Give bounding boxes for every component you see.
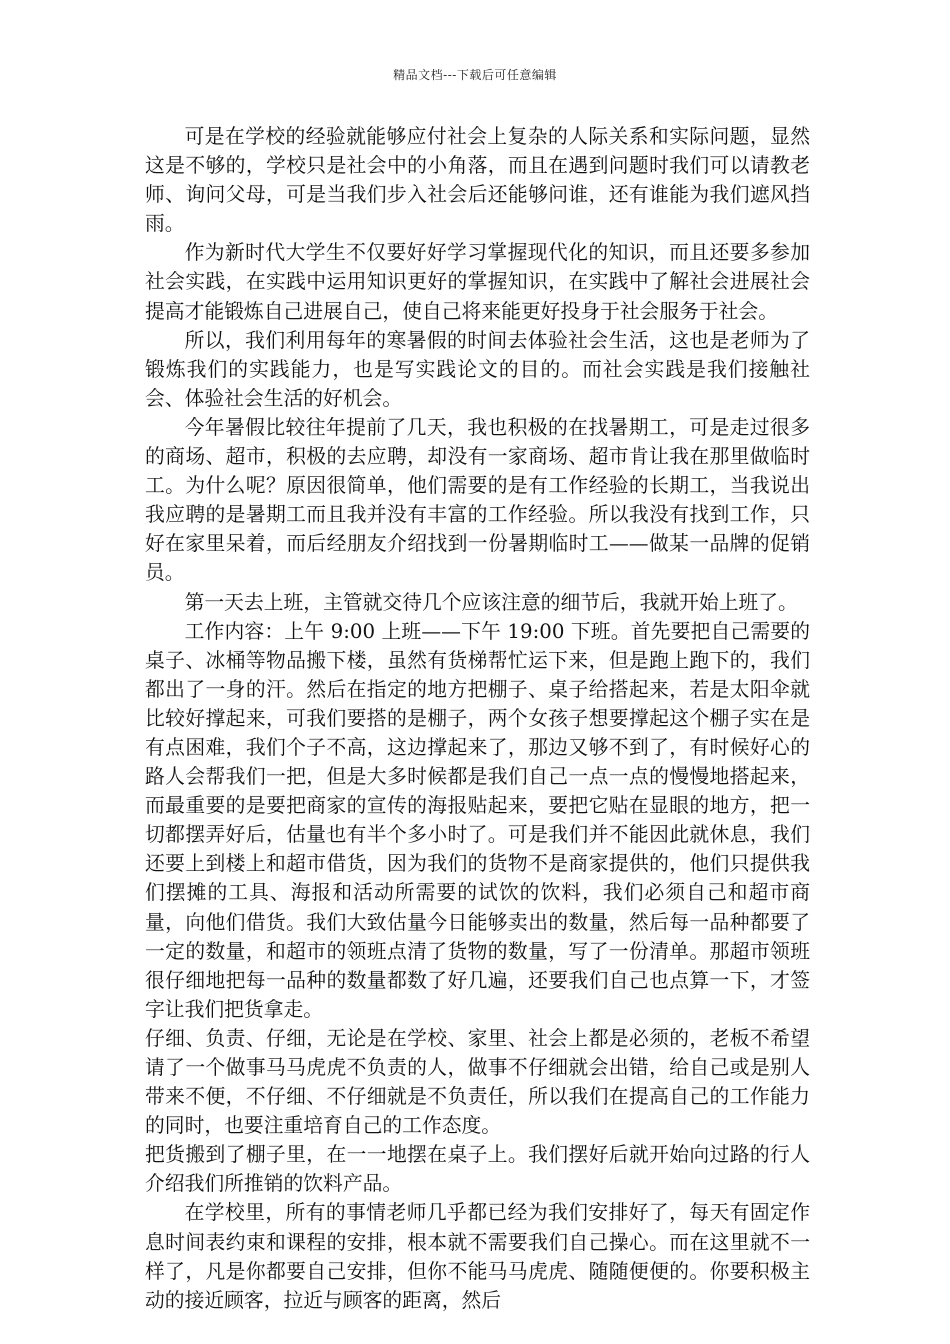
paragraph: 今年暑假比较往年提前了几天，我也积极的在找暑期工，可是走过很多的商场、超市，积极的去应聘，却没有一家商场、超市肯让我在那里做临时工。为什么呢？原因很简单，他们需要的是有工作经验的长期工，当我说出我应聘的是暑期工而且我并没有丰富的工作经验。所以我没有找到工作，只好在家里呆着，而后经朋友介绍找到一份暑期临时工——做某一品牌的促销员。 (145, 415, 810, 585)
paragraph: 把货搬到了棚子里，在一一地摆在桌子上。我们摆好后就开始向过路的行人介绍我们所推销的饮料产品。 (145, 1143, 810, 1196)
paragraph: 可是在学校的经验就能够应付社会上复杂的人际关系和实际问题，显然这是不够的，学校只是社会中的小角落，而且在遇到问题时我们可以请教老师、询问父母，可是当我们步入社会后还能够问谁，还有谁能为我们遮风挡雨。 (145, 125, 810, 236)
paragraph: 所以，我们利用每年的寒暑假的时间去体验社会生活，这也是老师为了锻炼我们的实践能力，也是写实践论文的目的。而社会实践是我们接触社会、体验社会生活的好机会。 (145, 328, 810, 410)
document-body (145, 122, 810, 1315)
paragraph: 仔细、负责、仔细，无论是在学校、家里、社会上都是必须的，老板不希望请了一个做事马马虎虎不负责的人，做事不仔细就会出错，给自己或是别人带来不便，不仔细、不仔细就是不负责任，所以我们在提高自己的工作能力的同时，也要注重培育自己的工作态度。 (145, 1026, 810, 1138)
paragraph: 在学校里，所有的事情老师几乎都已经为我们安排好了，每天有固定作息时间表约束和课程的安排，根本就不需要我们自己操心。而在这里就不一样了，凡是你都要自己安排，但你不能马马虎虎、随随便便的。你要积极主动的接近顾客，拉近与顾客的距离，然后 (145, 1201, 810, 1312)
paragraph: 工作内容：上午 9:00 上班——下午 19:00 下班。首先要把自己需要的桌子、冰桶等物品搬下楼，虽然有货梯帮忙运下来，但是跑上跑下的，我们都出了一身的汗。然后在指定的地方把棚子、桌子给搭起来，若是太阳伞就比较好撑起来，可我们要搭的是棚子，两个女孩子想要撑起这个棚子实在是有点困难，我们个子不高，这边撑起来了，那边又够不到了，有时候好心的路人会帮我们一把，但是大多时候都是我们自己一点一点的慢慢地搭起来，而最重要的是要把商家的宣传的海报贴起来，要把它贴在显眼的地方，把一切都摆弄好后，估量也有半个多小时了。可是我们并不能因此就休息，我们还要上到楼上和超市借货，因为我们的货物不是商家提供的，他们只提供我们摆摊的工具、海报和活动所需要的试饮的饮料，我们必须自己和超市商量，向他们借货。我们大致估量今日能够卖出的数量，然后每一品种都要了一定的数量，和超市的领班点清了货物的数量，写了一份清单。那超市领班很仔细地把每一品种的数量都数了好几遍，还要我们自己也点算一下，才签字让我们把货拿走。 (145, 619, 810, 1021)
paragraph: 作为新时代大学生不仅要好好学习掌握现代化的知识，而且还要多参加社会实践，在实践中运用知识更好的掌握知识，在实践中了解社会进展社会提高才能锻炼自己进展自己，使自己将来能更好投身于社会服务于社会。 (145, 241, 810, 323)
paragraph: 第一天去上班，主管就交待几个应该注意的细节后，我就开始上班了。 (184, 590, 798, 614)
page-header: 精品文档---下载后可任意编辑 (393, 68, 557, 82)
